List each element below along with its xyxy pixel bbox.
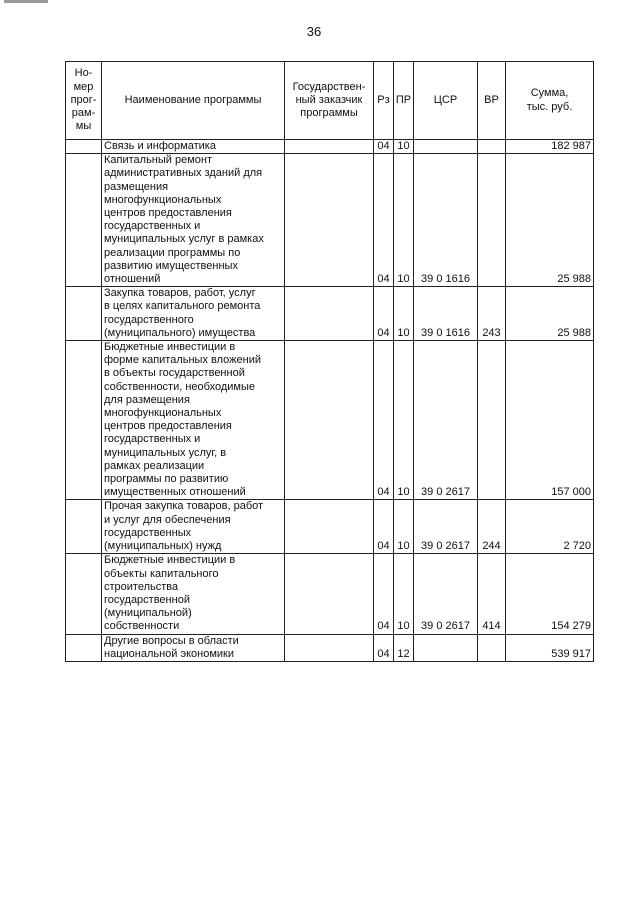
program-name-line: реализации программы по bbox=[104, 246, 241, 259]
table-row bbox=[66, 287, 594, 341]
header-label: ВР bbox=[484, 93, 499, 106]
cell-sum: 2 720 bbox=[506, 500, 594, 554]
header-pr bbox=[394, 62, 414, 140]
header-label: Рз bbox=[377, 93, 390, 106]
table-row bbox=[66, 500, 594, 554]
table-row bbox=[66, 154, 594, 287]
program-name-line: государственной bbox=[104, 593, 190, 606]
cell-rz: 04 bbox=[374, 140, 394, 154]
header-csr bbox=[414, 62, 478, 140]
cell-csr: 39 0 2617 bbox=[414, 554, 478, 634]
program-name-line: (муниципальной) bbox=[104, 607, 192, 620]
cell-rz: 04 bbox=[374, 341, 394, 500]
table-row bbox=[66, 634, 594, 661]
cell-program-name bbox=[102, 341, 285, 500]
cell-pr: 10 bbox=[394, 140, 414, 154]
cell-rz: 04 bbox=[374, 554, 394, 634]
cell-csr: 39 0 1616 bbox=[414, 154, 478, 287]
cell-customer bbox=[285, 634, 374, 661]
program-name-line: национальной экономики bbox=[104, 647, 235, 660]
cell-pr: 10 bbox=[394, 154, 414, 287]
cell-vr bbox=[478, 341, 506, 500]
program-name-line: муниципальных услуг, в bbox=[104, 446, 227, 459]
program-name-line: рамках реализации bbox=[104, 459, 205, 472]
program-name-line: государственных bbox=[104, 526, 192, 539]
cell-customer bbox=[285, 554, 374, 634]
program-name-line: в целях капитального ремонта bbox=[104, 300, 261, 313]
header-rz bbox=[374, 62, 394, 140]
cell-pr: 10 bbox=[394, 341, 414, 500]
cell-customer bbox=[285, 341, 374, 500]
cell-program-name bbox=[102, 287, 285, 341]
table-row bbox=[66, 554, 594, 634]
program-name-line: государственного bbox=[104, 313, 194, 326]
header-label: Наименование программы bbox=[124, 93, 262, 106]
cell-program-name bbox=[102, 500, 285, 554]
cell-rz: 04 bbox=[374, 287, 394, 341]
cell-csr: 39 0 2617 bbox=[414, 341, 478, 500]
header-customer bbox=[285, 62, 374, 140]
cell-csr: 39 0 1616 bbox=[414, 287, 478, 341]
program-name-line: центров предоставления bbox=[104, 420, 232, 433]
program-name-line: строительства bbox=[104, 580, 179, 593]
cell-program-number bbox=[66, 154, 102, 287]
program-name-line: Бюджетные инвестиции в bbox=[104, 341, 236, 354]
program-name-line: Закупка товаров, работ, услуг bbox=[104, 287, 256, 300]
program-name-line: многофункциональных bbox=[104, 407, 222, 420]
budget-table bbox=[65, 61, 594, 662]
cell-customer bbox=[285, 140, 374, 154]
header-program-name bbox=[102, 62, 285, 140]
cell-pr: 10 bbox=[394, 554, 414, 634]
cell-sum: 182 987 bbox=[506, 140, 594, 154]
program-name-line: для размещения bbox=[104, 393, 190, 406]
cell-vr: 244 bbox=[478, 500, 506, 554]
cell-rz: 04 bbox=[374, 154, 394, 287]
cell-vr bbox=[478, 154, 506, 287]
table-body bbox=[66, 140, 594, 662]
program-name-line: центров предоставления bbox=[104, 207, 232, 220]
scan-mark bbox=[4, 0, 48, 3]
cell-program-number bbox=[66, 500, 102, 554]
program-name-line: Связь и информатика bbox=[104, 140, 216, 152]
cell-program-number bbox=[66, 341, 102, 500]
header-label: ПР bbox=[395, 93, 412, 106]
header-sum bbox=[506, 62, 594, 140]
cell-program-name bbox=[102, 154, 285, 287]
program-name-line: собственности, необходимые bbox=[104, 380, 256, 393]
cell-customer bbox=[285, 287, 374, 341]
cell-program-number bbox=[66, 554, 102, 634]
program-name-line: имущественных отношений bbox=[104, 486, 246, 499]
cell-csr bbox=[414, 634, 478, 661]
header-label: Сумма, тыс. руб. bbox=[526, 87, 573, 113]
program-name-line: Другие вопросы в области bbox=[104, 634, 239, 647]
cell-sum: 25 988 bbox=[506, 154, 594, 287]
header-label: ЦСР bbox=[433, 93, 458, 106]
program-name-line: отношений bbox=[104, 273, 161, 286]
program-name-line: объекты капитального bbox=[104, 567, 219, 580]
cell-rz: 04 bbox=[374, 500, 394, 554]
cell-pr: 12 bbox=[394, 634, 414, 661]
program-name-line: программы по развитию bbox=[104, 473, 229, 486]
program-name-line: и услуг для обеспечения bbox=[104, 513, 231, 526]
header-label: Государствен- ный заказчик программы bbox=[292, 80, 366, 120]
page-number: 36 bbox=[306, 24, 322, 39]
program-name-line: государственных и bbox=[104, 433, 201, 446]
cell-sum: 154 279 bbox=[506, 554, 594, 634]
cell-csr: 39 0 2617 bbox=[414, 500, 478, 554]
header-program-number bbox=[66, 62, 102, 140]
program-name-line: собственности bbox=[104, 620, 180, 633]
program-name-line: в объекты государственной bbox=[104, 367, 245, 380]
cell-sum: 25 988 bbox=[506, 287, 594, 341]
program-name-line: Бюджетные инвестиции в bbox=[104, 554, 236, 567]
cell-sum: 539 917 bbox=[506, 634, 594, 661]
table-row bbox=[66, 341, 594, 500]
cell-program-number bbox=[66, 634, 102, 661]
table-header-row bbox=[66, 62, 594, 140]
program-name-line: административных зданий для bbox=[104, 167, 263, 180]
cell-program-name bbox=[102, 634, 285, 661]
cell-sum: 157 000 bbox=[506, 341, 594, 500]
cell-vr bbox=[478, 634, 506, 661]
program-name-line: (муниципального) имущества bbox=[104, 326, 256, 339]
cell-csr bbox=[414, 140, 478, 154]
program-name-line: Прочая закупка товаров, работ bbox=[104, 500, 264, 513]
cell-program-name bbox=[102, 554, 285, 634]
cell-program-number bbox=[66, 140, 102, 154]
cell-vr: 414 bbox=[478, 554, 506, 634]
cell-program-number bbox=[66, 287, 102, 341]
cell-pr: 10 bbox=[394, 287, 414, 341]
program-name-line: муниципальных услуг в рамках bbox=[104, 233, 264, 246]
cell-pr: 10 bbox=[394, 500, 414, 554]
program-name-line: размещения bbox=[104, 180, 169, 193]
program-name-line: Капитальный ремонт bbox=[104, 154, 213, 167]
cell-rz: 04 bbox=[374, 634, 394, 661]
program-name-line: многофункциональных bbox=[104, 193, 222, 206]
cell-customer bbox=[285, 500, 374, 554]
program-name-line: государственных и bbox=[104, 220, 201, 233]
cell-customer bbox=[285, 154, 374, 287]
header-vr bbox=[478, 62, 506, 140]
program-name-line: форме капитальных вложений bbox=[104, 354, 261, 367]
table-row bbox=[66, 140, 594, 154]
program-name-line: развитию имущественных bbox=[104, 259, 238, 272]
header-label: Но- мер прог- рам- мы bbox=[70, 67, 97, 133]
cell-vr bbox=[478, 140, 506, 154]
cell-program-name bbox=[102, 140, 285, 154]
program-name-line: (муниципальных) нужд bbox=[104, 540, 222, 553]
cell-vr: 243 bbox=[478, 287, 506, 341]
